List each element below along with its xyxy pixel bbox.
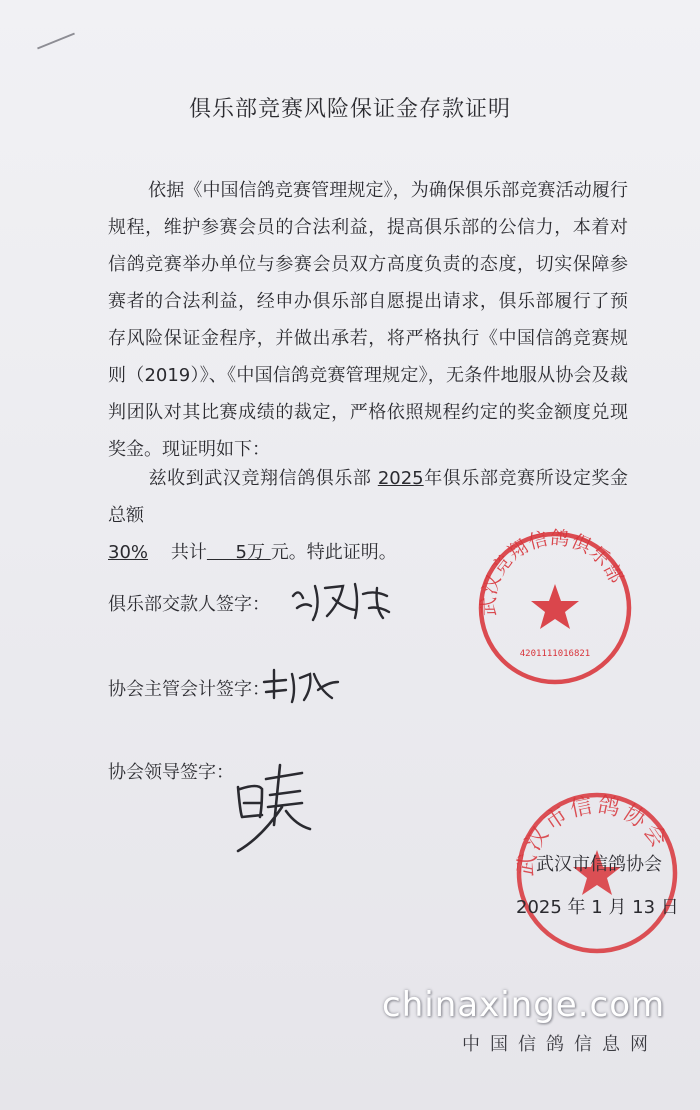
receipt-amount: 5万: [235, 542, 265, 563]
payer-signature: [285, 568, 405, 628]
paragraph-1-text: 依据《中国信鸽竞赛管理规定》，为确保俱乐部竞赛活动履行规程，维护参赛会员的合法利益，提高俱乐部的公信力，本着对信鸽竞赛举办单位与参赛会员双方高度负责的态度，切实保障参赛者的合法利益，经申办俱乐部自愿提出请求，俱乐部履行了预存风险保证金程序，并做出承若，将严格执行《中国信鸽竞赛规则（2019）》、《中国信鸽竞赛管理规定》，无条件地服从协会及裁判团队对其比赛成绩的裁定，严格依照规程约定的奖金额度兑现奖金。现证明如下：: [108, 180, 628, 460]
issuer-name: 武汉市信鸽协会: [536, 854, 662, 875]
receipt-percent: 30%: [108, 542, 149, 563]
club-seal: [475, 528, 635, 688]
receipt-middle: 年俱乐部竞赛所设定奖金总额: [108, 468, 628, 526]
leader-signature-label: 协会领导签字：: [108, 762, 234, 783]
issue-date: 2025 年 1 月 13 日: [516, 897, 679, 918]
receipt-prefix: 兹收到武汉竞翔信鸽俱乐部: [148, 468, 372, 489]
receipt-year: 2025: [377, 468, 424, 489]
watermark-site-name: 中国信鸽信息网: [462, 1034, 658, 1055]
paper-crease: [37, 33, 75, 50]
club-seal-text: 武汉竞翔信鸽俱乐部: [477, 528, 628, 617]
club-seal-number: 4201111016821: [519, 649, 591, 659]
payer-signature-label: 俱乐部交款人签字：: [108, 594, 270, 615]
accountant-signature-label: 协会主管会计签字：: [108, 679, 270, 700]
document-title: 俱乐部竞赛风险保证金存款证明: [188, 97, 511, 122]
receipt-suffix: 元。特此证明。: [270, 542, 397, 563]
leader-signature: [220, 745, 330, 855]
receipt-total-label: 共计: [170, 542, 207, 563]
watermark-domain: chinaxinge.com: [382, 985, 666, 1025]
accountant-signature: [258, 660, 348, 710]
body-paragraph-1: [108, 172, 628, 468]
association-seal-text: 武汉市信鸽协会: [513, 792, 673, 878]
receipt-amount-blank: [207, 542, 271, 563]
